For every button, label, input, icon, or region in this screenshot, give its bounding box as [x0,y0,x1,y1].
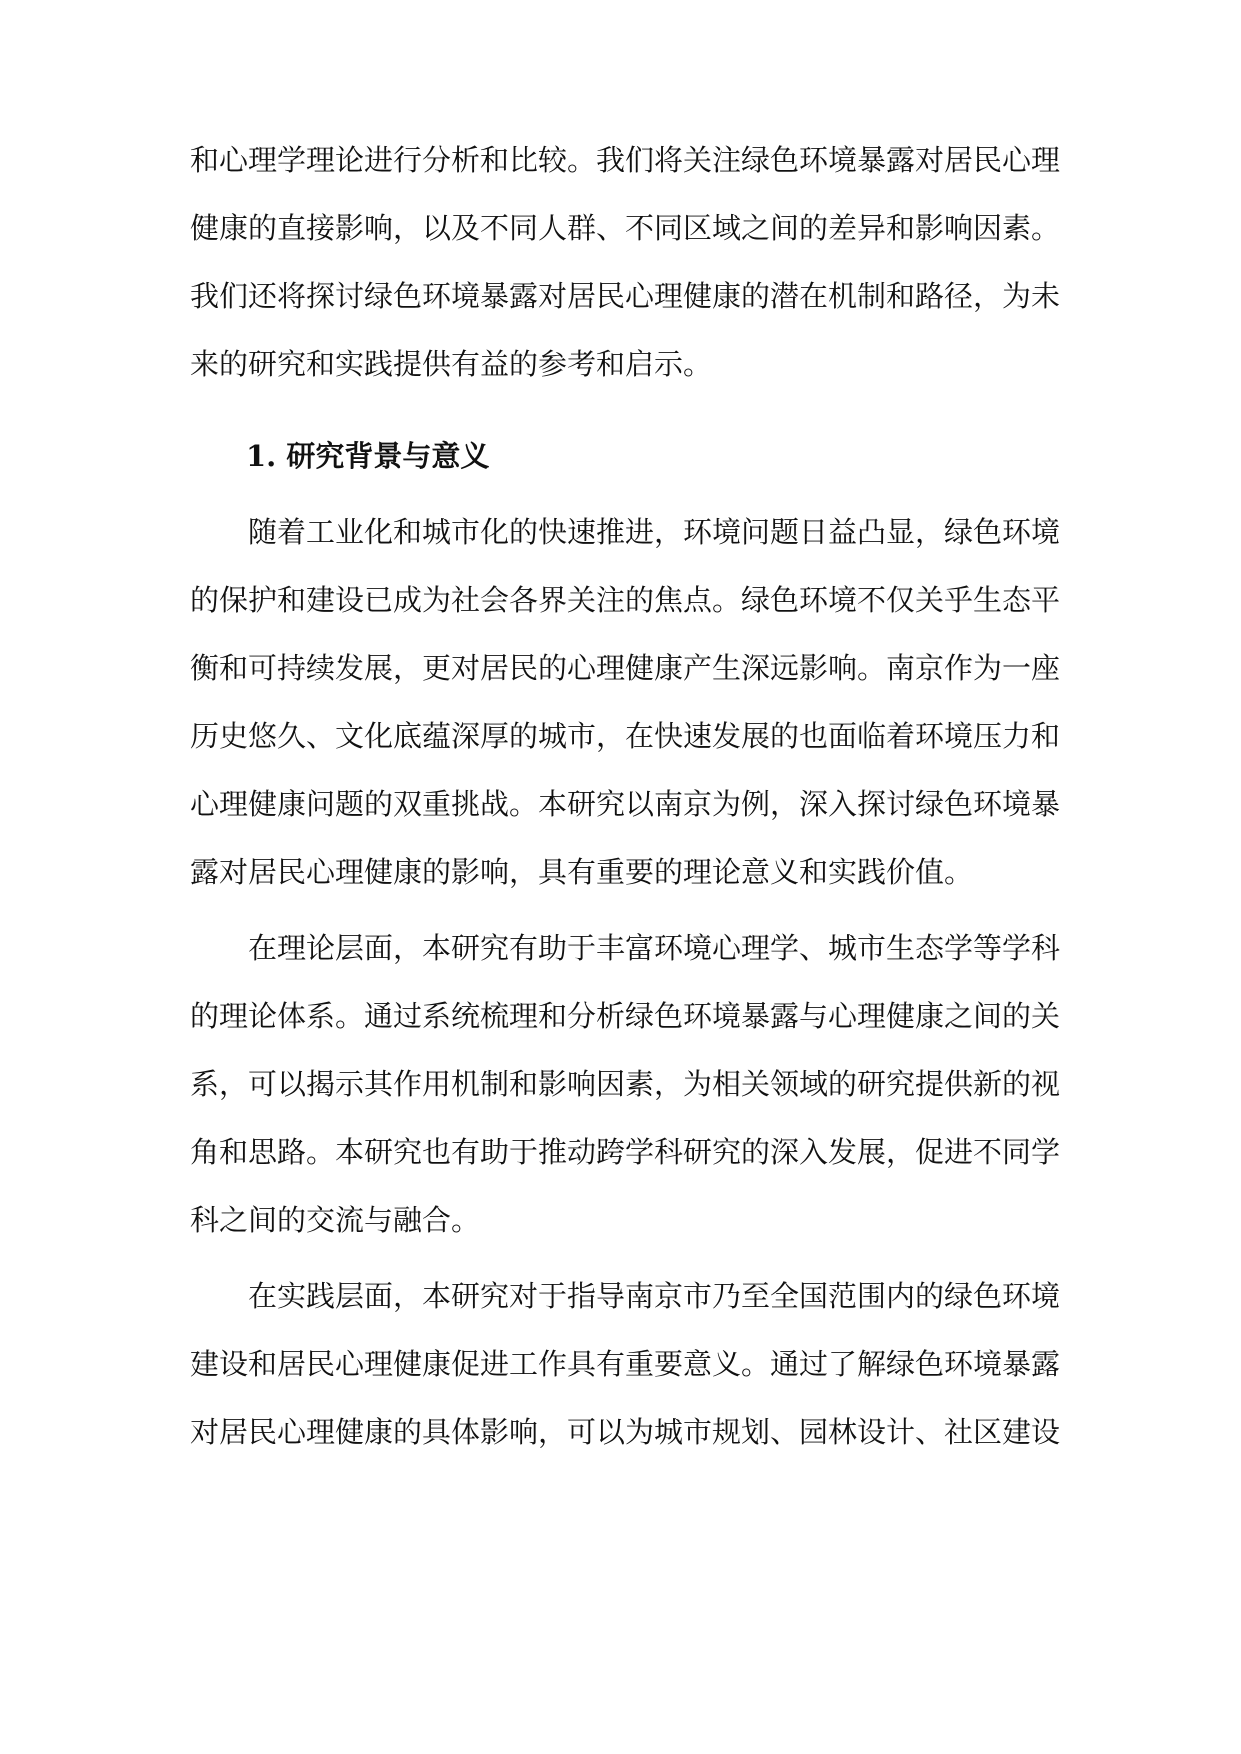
text-line: 历史悠久、文化底蕴深厚的城市，在快速发展的也面临着环境压力和 [190,719,1061,753]
text-line: 随着工业化和城市化的快速推进，环境问题日益凸显，绿色环境 [248,515,1061,549]
text-line: 角和思路。本研究也有助于推动跨学科研究的深入发展，促进不同学 [190,1135,1061,1169]
text-line: 系，可以揭示其作用机制和影响因素，为相关领域的研究提供新的视 [190,1067,1061,1101]
text-line: 建设和居民心理健康促进工作具有重要意义。通过了解绿色环境暴露 [190,1347,1061,1381]
text-line: 健康的直接影响，以及不同人群、不同区域之间的差异和影响因素。 [190,211,1061,245]
text-line: 的理论体系。通过系统梳理和分析绿色环境暴露与心理健康之间的关 [190,999,1061,1033]
text-line: 露对居民心理健康的影响，具有重要的理论意义和实践价值。 [190,855,974,889]
text-line: 和心理学理论进行分析和比较。我们将关注绿色环境暴露对居民心理 [190,143,1061,177]
text-line: 心理健康问题的双重挑战。本研究以南京为例，深入探讨绿色环境暴 [190,787,1061,821]
text-line: 在理论层面，本研究有助于丰富环境心理学、城市生态学等学科 [248,931,1061,965]
text-line: 对居民心理健康的具体影响，可以为城市规划、园林设计、社区建设 [190,1415,1061,1449]
text-line: 来的研究和实践提供有益的参考和启示。 [190,347,713,381]
section-heading: 1. 研究背景与意义 [246,439,490,473]
text-line: 的保护和建设已成为社会各界关注的焦点。绿色环境不仅关乎生态平 [190,583,1061,617]
text-line: 在实践层面，本研究对于指导南京市乃至全国范围内的绿色环境 [248,1279,1061,1313]
text-line: 科之间的交流与融合。 [190,1203,481,1237]
text-line: 衡和可持续发展，更对居民的心理健康产生深远影响。南京作为一座 [190,651,1061,685]
text-line: 我们还将探讨绿色环境暴露对居民心理健康的潜在机制和路径，为未 [190,279,1061,313]
